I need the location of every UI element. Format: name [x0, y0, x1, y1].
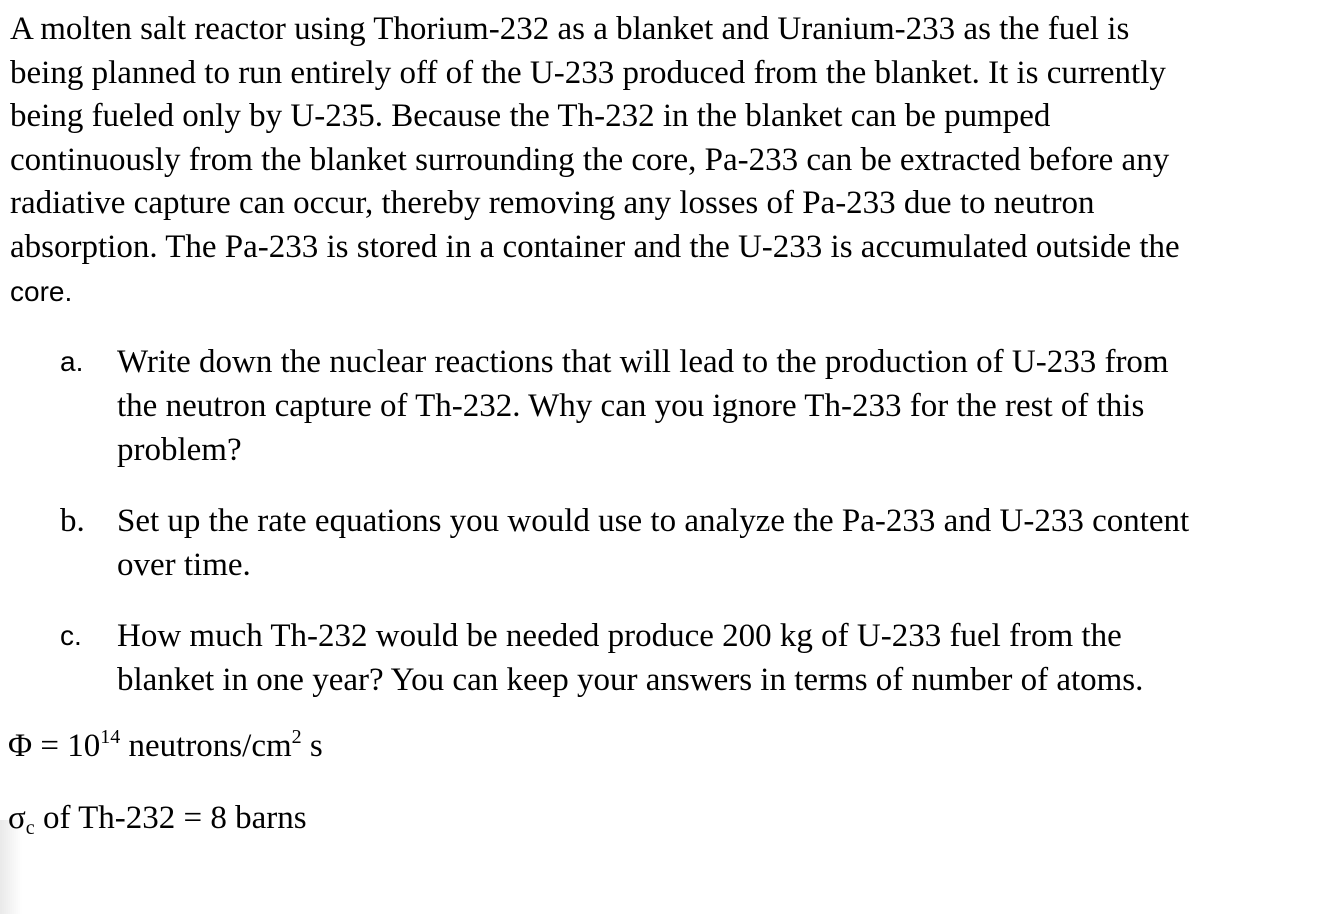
- statement-line: absorption. The Pa-233 is stored in a container and the U-233 is accumulated outside the: [10, 228, 1180, 265]
- question-c: [60, 614, 1300, 702]
- flux-unit-time: s: [301, 728, 323, 764]
- question-text: [117, 499, 1300, 587]
- flux-unit: neutrons/cm: [120, 728, 292, 764]
- statement-line: A molten salt reactor using Thorium-232 as a blanket and Uranium-233 as the fuel is: [10, 11, 1130, 47]
- sigma-symbol: σ: [8, 800, 26, 836]
- question-b: [60, 499, 1300, 587]
- question-text: [117, 614, 1300, 702]
- flux-equals: = 10: [32, 728, 101, 764]
- statement-line: continuously from the blanket surrounding the core, Pa-233 can be extracted before any: [10, 141, 1170, 178]
- question-text: [117, 340, 1300, 472]
- question-marker: c.: [60, 620, 82, 651]
- given-flux: [8, 728, 323, 765]
- question-line: blanket in one year? You can keep your answers in terms of number of atoms.: [117, 662, 1144, 698]
- flux-exponent: 14: [100, 726, 121, 748]
- question-line: the neutron capture of Th-232. Why can you ignore Th-233 for the rest of this: [117, 388, 1145, 424]
- statement-line: being planned to run entirely off of the U-233 produced from the blanket. It is currently: [10, 54, 1166, 91]
- question-marker: a.: [60, 346, 84, 377]
- flux-unit-exponent: 2: [291, 726, 302, 748]
- problem-statement: [10, 8, 1310, 313]
- given-cross-section: [8, 800, 307, 837]
- question-a: [60, 340, 1300, 472]
- question-line: over time.: [117, 547, 251, 583]
- question-line: Set up the rate equations you would use to analyze the Pa-233 and U-233 content: [117, 503, 1190, 539]
- statement-line: core.: [10, 275, 73, 307]
- question-line: Write down the nuclear reactions that will lead to the production of U-233 from: [117, 344, 1169, 380]
- question-line: problem?: [117, 432, 242, 468]
- statement-line: radiative capture can occur, thereby removing any losses of Pa-233 due to neutron: [10, 185, 1095, 222]
- question-line: How much Th-232 would be needed produce 200 kg of U-233 fuel from the: [117, 618, 1122, 654]
- cross-section-value: of Th-232 = 8 barns: [34, 800, 307, 836]
- flux-symbol: Φ: [8, 728, 33, 764]
- question-marker: b.: [60, 503, 85, 539]
- sigma-subscript: c: [25, 817, 35, 839]
- statement-line: being fueled only by U-235. Because the Th-232 in the blanket can be pumped: [10, 98, 1051, 135]
